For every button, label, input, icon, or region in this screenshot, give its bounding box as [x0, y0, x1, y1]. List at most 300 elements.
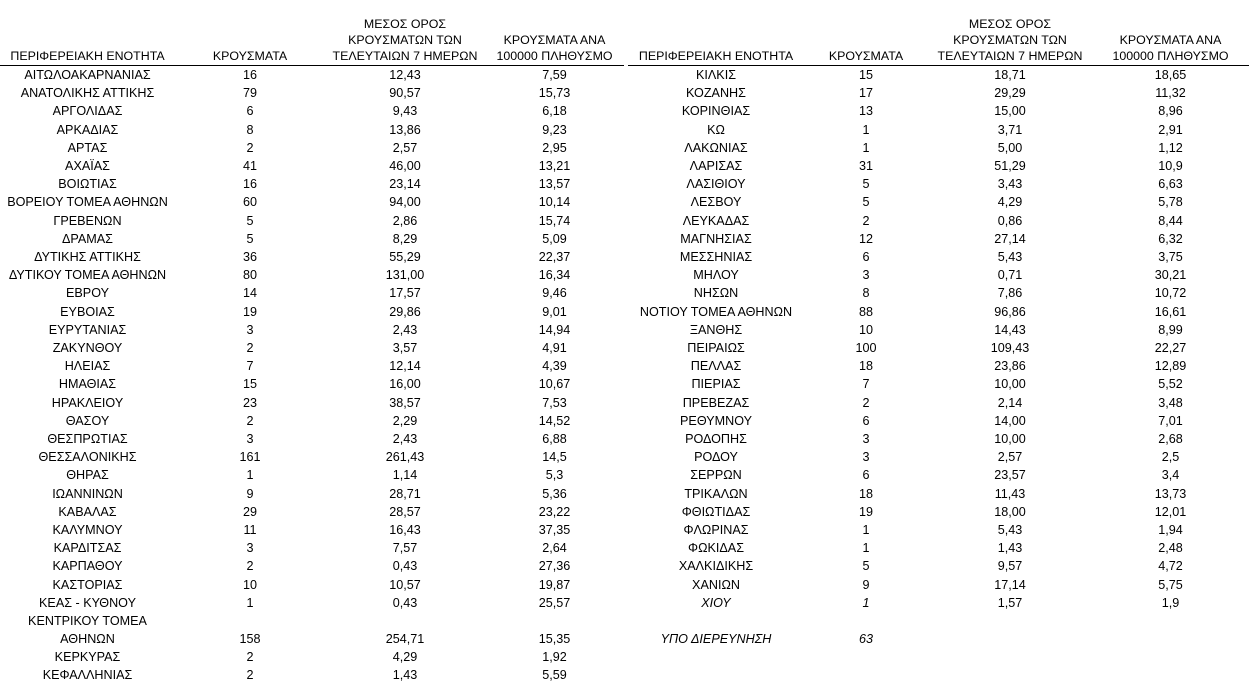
- cell-per-100k: 6,63: [1158, 177, 1183, 192]
- cell-cases: 6: [246, 104, 254, 119]
- cell-cases: 79: [242, 86, 257, 101]
- table-row: [0, 485, 624, 503]
- cell-region: ΑΡΓΟΛΙΔΑΣ: [52, 104, 123, 119]
- cell-per-100k: 15,73: [538, 86, 571, 101]
- cell-region: ΕΒΡΟΥ: [66, 286, 109, 301]
- cell-per-100k: 14,5: [542, 450, 567, 465]
- cell-avg-7-days: 14,43: [994, 322, 1026, 337]
- cell-cases: 31: [858, 159, 873, 174]
- cell-per-100k: 6,18: [542, 104, 567, 119]
- cell-per-100k: 14,52: [538, 413, 571, 428]
- cell-avg-7-days: 55,29: [389, 250, 421, 265]
- cell-cases: 19: [858, 504, 873, 519]
- cell-avg-7-days: 5,43: [997, 250, 1023, 265]
- cell-region: ΡΟΔΟΠΗΣ: [685, 432, 747, 447]
- cell-region: ΧΑΝΙΩΝ: [692, 577, 740, 592]
- cell-cases: 6: [862, 250, 870, 265]
- cell-region: ΒΟΡΕΙΟΥ ΤΟΜΕΑ ΑΘΗΝΩΝ: [7, 195, 168, 210]
- table-row: [0, 466, 624, 484]
- header-row: [0, 0, 624, 66]
- table-row: [0, 139, 624, 157]
- cell-avg-7-days: 261,43: [385, 450, 425, 465]
- cell-avg-7-days: [928, 612, 1092, 648]
- table-row: [628, 594, 1249, 612]
- header-per-100k: [1092, 0, 1249, 66]
- cell-cases: 29: [242, 504, 257, 519]
- cell-region: ΠΕΙΡΑΙΩΣ: [687, 341, 745, 356]
- header-row: [628, 0, 1249, 66]
- cases-table-right: [628, 0, 1249, 648]
- table-row: [0, 339, 624, 357]
- table-row: [628, 394, 1249, 412]
- cell-per-100k: 2,5: [1161, 450, 1180, 465]
- cell-region: [0, 612, 175, 648]
- table-row: [628, 66, 1249, 85]
- cell-region: ΝΗΣΩΝ: [693, 286, 739, 301]
- cell-region: ΕΥΡΥΤΑΝΙΑΣ: [48, 322, 127, 337]
- cell-per-100k: 30,21: [1154, 268, 1187, 283]
- cell-region: ΚΑΣΤΟΡΙΑΣ: [52, 577, 123, 592]
- cell-avg-7-days: 51,29: [994, 159, 1026, 174]
- cell-per-100k: 10,67: [538, 377, 571, 392]
- table-row: [628, 375, 1249, 393]
- cell-per-100k: 5,78: [1158, 195, 1183, 210]
- cell-avg-7-days: 38,57: [389, 395, 421, 410]
- cell-avg-7-days: 254,71: [385, 632, 425, 647]
- cell-avg-7-days: 3,57: [392, 341, 418, 356]
- cell-avg-7-days: 0,43: [392, 559, 418, 574]
- cell-per-100k: 2,95: [542, 140, 567, 155]
- cell-region: ΧΑΛΚΙΔΙΚΗΣ: [678, 559, 754, 574]
- cell-per-100k: 18,65: [1154, 68, 1187, 82]
- table-row: [628, 557, 1249, 575]
- cell-per-100k: 4,72: [1158, 559, 1183, 574]
- cell-region: ΘΗΡΑΣ: [66, 468, 109, 483]
- cell-region: ΡΕΘΥΜΝΟΥ: [680, 413, 752, 428]
- cell-avg-7-days: 3,43: [997, 177, 1023, 192]
- cell-avg-7-days: 10,00: [994, 377, 1026, 392]
- table-row: [628, 357, 1249, 375]
- cell-avg-7-days: 23,86: [994, 359, 1026, 374]
- table-row: [0, 357, 624, 375]
- cell-cases: 80: [242, 268, 257, 283]
- header-avg-line: ΤΕΛΕΥΤΑΙΩΝ 7 ΗΜΕΡΩΝ: [332, 49, 478, 63]
- cell-per-100k: 7,53: [542, 395, 567, 410]
- cell-cases: 18: [858, 486, 873, 501]
- cell-avg-7-days: 8,29: [392, 231, 418, 246]
- table-row: [628, 539, 1249, 557]
- cell-per-100k: 10,9: [1158, 159, 1183, 174]
- cases-table-left: [0, 0, 624, 685]
- table-row: [0, 102, 624, 120]
- table-row: [0, 248, 624, 266]
- cell-region: ΝΟΤΙΟΥ ΤΟΜΕΑ ΑΘΗΝΩΝ: [639, 304, 793, 319]
- table-row: [0, 648, 624, 666]
- cell-avg-7-days: 2,86: [392, 213, 418, 228]
- cell-region: ΒΟΙΩΤΙΑΣ: [58, 177, 117, 192]
- cell-per-100k: 5,09: [542, 231, 567, 246]
- table-row: [0, 321, 624, 339]
- cell-cases: 15: [242, 377, 257, 392]
- cell-avg-7-days: 4,29: [392, 650, 418, 665]
- table-row: [0, 66, 624, 85]
- cell-per-100k: 27,36: [538, 559, 571, 574]
- cell-per-100k: 2,64: [542, 541, 567, 556]
- table-row: [0, 539, 624, 557]
- cell-cases: 1: [246, 468, 254, 483]
- table-row: [628, 303, 1249, 321]
- cell-cases: 2: [246, 140, 254, 155]
- cell-region: ΘΕΣΠΡΩΤΙΑΣ: [47, 432, 128, 447]
- cell-per-100k: 11,32: [1155, 86, 1186, 101]
- cell-per-100k: 7,01: [1158, 413, 1183, 428]
- cell-cases: 16: [242, 177, 257, 192]
- cell-per-100k: 8,99: [1158, 322, 1183, 337]
- cell-per-100k: 15,74: [538, 213, 571, 228]
- cell-per-100k: [1092, 612, 1249, 648]
- cell-avg-7-days: 1,43: [997, 541, 1023, 556]
- cell-per-100k: 6,88: [542, 432, 567, 447]
- cell-cases: 9: [862, 577, 870, 592]
- cell-region: ΜΑΓΝΗΣΙΑΣ: [680, 231, 752, 246]
- cell-cases: 19: [242, 304, 257, 319]
- cell-cases: 1: [862, 122, 870, 137]
- cell-cases: 2: [246, 559, 254, 574]
- table-row: [628, 412, 1249, 430]
- cell-per-100k: 25,57: [538, 595, 571, 610]
- cell-region: ΘΕΣΣΑΛΟΝΙΚΗΣ: [38, 450, 137, 465]
- header-avg-line: ΚΡΟΥΣΜΑΤΩΝ ΤΩΝ: [953, 33, 1067, 47]
- cell-cases: 1: [246, 595, 254, 610]
- header-avg-line: ΜΕΣΟΣ ΟΡΟΣ: [968, 17, 1052, 31]
- cell-per-100k: 15,35: [538, 632, 571, 647]
- header-region: ΠΕΡΙΦΕΡΕΙΑΚΗ ΕΝΟΤΗΤΑ: [10, 49, 165, 63]
- cell-avg-7-days: 131,00: [385, 268, 425, 283]
- table-row: [628, 612, 1249, 648]
- table-row: [628, 485, 1249, 503]
- table-row: [628, 576, 1249, 594]
- cell-region: ΔΥΤΙΚΟΥ ΤΟΜΕΑ ΑΘΗΝΩΝ: [8, 268, 167, 283]
- cell-per-100k: 9,01: [542, 304, 567, 319]
- cell-cases: 3: [246, 541, 254, 556]
- cell-per-100k: 16,61: [1154, 304, 1187, 319]
- table-row: [628, 102, 1249, 120]
- cell-cases: 2: [246, 413, 254, 428]
- cell-region: ΑΧΑΪΑΣ: [65, 159, 110, 174]
- cell-region: ΣΕΡΡΩΝ: [690, 468, 742, 483]
- cell-region: ΑΙΤΩΛΟΑΚΑΡΝΑΝΙΑΣ: [24, 68, 151, 82]
- cell-region: ΡΟΔΟΥ: [694, 450, 738, 465]
- cell-per-100k: 8,96: [1158, 104, 1183, 119]
- table-row: [628, 212, 1249, 230]
- header-avg-7-days: [928, 0, 1092, 66]
- table-row: [628, 121, 1249, 139]
- cell-region: ΗΜΑΘΙΑΣ: [58, 377, 117, 392]
- header-per-100k: [485, 0, 624, 66]
- header-per100k-line: 100000 ΠΛΗΘΥΣΜΟ: [496, 49, 613, 63]
- cell-avg-7-days: 23,14: [389, 177, 421, 192]
- cell-avg-7-days: 96,86: [994, 304, 1026, 319]
- cell-avg-7-days: 18,71: [994, 68, 1026, 82]
- cell-cases: 5: [246, 231, 254, 246]
- table-row: [628, 157, 1249, 175]
- cell-per-100k: 23,22: [538, 504, 571, 519]
- header-per100k-line: 100000 ΠΛΗΘΥΣΜΟ: [1112, 49, 1229, 63]
- table-row: [0, 594, 624, 612]
- cell-region: ΚΩ: [707, 122, 725, 137]
- cell-region: ΛΑΣΙΘΙΟΥ: [686, 177, 746, 192]
- cell-per-100k: 2,91: [1158, 122, 1183, 137]
- cell-avg-7-days: 1,14: [392, 468, 418, 483]
- cell-region: ΚΑΡΠΑΘΟΥ: [52, 559, 123, 574]
- header-region: ΠΕΡΙΦΕΡΕΙΑΚΗ ΕΝΟΤΗΤΑ: [638, 49, 794, 63]
- cell-avg-7-days: 7,57: [392, 541, 418, 556]
- cell-region: ΧΙΟΥ: [701, 595, 731, 610]
- cell-cases: 161: [239, 450, 261, 465]
- cell-per-100k: 1,94: [1158, 523, 1183, 538]
- table-row: [628, 448, 1249, 466]
- cell-avg-7-days: 9,43: [392, 104, 418, 119]
- cell-avg-7-days: 2,43: [392, 322, 418, 337]
- cell-region: ΦΘΙΩΤΙΔΑΣ: [681, 504, 751, 519]
- cell-region: ΜΗΛΟΥ: [693, 268, 739, 283]
- cell-avg-7-days: 1,43: [392, 668, 418, 683]
- table-row: [0, 375, 624, 393]
- cell-cases: 10: [858, 322, 873, 337]
- cell-region: ΚΑΒΑΛΑΣ: [58, 504, 117, 519]
- cell-region: ΜΕΣΣΗΝΙΑΣ: [679, 250, 753, 265]
- cell-avg-7-days: 15,00: [994, 104, 1026, 119]
- table-row: [0, 193, 624, 211]
- table-row: [0, 503, 624, 521]
- cell-avg-7-days: 10,57: [389, 577, 421, 592]
- cell-region: ΚΕΦΑΛΛΗΝΙΑΣ: [42, 668, 133, 683]
- cell-cases: 158: [239, 632, 261, 647]
- cell-avg-7-days: 11,43: [994, 486, 1026, 501]
- cell-avg-7-days: 7,86: [997, 286, 1023, 301]
- cell-cases: 1: [862, 523, 870, 538]
- table-row: [0, 175, 624, 193]
- cell-avg-7-days: 28,71: [389, 486, 421, 501]
- cell-cases: 2: [862, 395, 870, 410]
- cell-cases: 3: [862, 268, 870, 283]
- cell-cases: 3: [862, 450, 870, 465]
- cell-per-100k: 5,59: [542, 668, 567, 683]
- cell-region: ΗΡΑΚΛΕΙΟΥ: [51, 395, 124, 410]
- cell-region: ΑΡΚΑΔΙΑΣ: [56, 122, 119, 137]
- cell-region: ΚΟΖΑΝΗΣ: [686, 86, 746, 101]
- table-row: [628, 193, 1249, 211]
- cell-per-100k: 22,27: [1154, 341, 1187, 356]
- cell-cases: 6: [862, 413, 870, 428]
- cell-avg-7-days: 14,00: [994, 413, 1026, 428]
- cell-per-100k: 3,75: [1158, 250, 1183, 265]
- cell-avg-7-days: 9,57: [997, 559, 1023, 574]
- cell-cases: 17: [858, 86, 873, 101]
- cell-region: ΦΛΩΡΙΝΑΣ: [683, 523, 749, 538]
- cell-avg-7-days: 23,57: [994, 468, 1026, 483]
- cell-per-100k: 10,14: [538, 195, 571, 210]
- cell-cases: 8: [862, 286, 870, 301]
- cell-avg-7-days: 27,14: [994, 231, 1026, 246]
- header-avg-7-days: [325, 0, 485, 66]
- cell-cases: 60: [242, 195, 257, 210]
- table-row: [628, 430, 1249, 448]
- table-row: [628, 139, 1249, 157]
- cell-per-100k: 5,75: [1158, 577, 1183, 592]
- header-avg-line: ΤΕΛΕΥΤΑΙΩΝ 7 ΗΜΕΡΩΝ: [937, 49, 1083, 63]
- cell-region: ΑΡΤΑΣ: [67, 140, 108, 155]
- cell-cases: 16: [242, 68, 257, 82]
- cell-region: ΠΕΛΛΑΣ: [690, 359, 742, 374]
- cell-cases: 14: [242, 286, 257, 301]
- cell-cases: 23: [242, 395, 257, 410]
- cell-region: ΚΕΑΣ - ΚΥΘΝΟΥ: [39, 595, 136, 610]
- cell-cases: 18: [858, 359, 873, 374]
- cell-cases: 1: [862, 595, 870, 610]
- cell-region: ΖΑΚΥΝΘΟΥ: [52, 341, 123, 356]
- table-row: [628, 503, 1249, 521]
- cell-avg-7-days: 16,43: [389, 523, 421, 538]
- cell-avg-7-days: 0,43: [392, 595, 418, 610]
- region-line: ΚΕΝΤΡΙΚΟΥ ΤΟΜΕΑ: [28, 614, 147, 629]
- cell-cases: 41: [242, 159, 257, 174]
- cell-per-100k: 7,59: [542, 68, 567, 82]
- cell-avg-7-days: 2,14: [997, 395, 1023, 410]
- cell-region: ΙΩΑΝΝΙΝΩΝ: [52, 486, 123, 501]
- cell-region: ΦΩΚΙΔΑΣ: [688, 541, 744, 556]
- cell-avg-7-days: 29,29: [994, 86, 1026, 101]
- cell-avg-7-days: 28,57: [389, 504, 421, 519]
- cell-avg-7-days: 18,00: [994, 504, 1026, 519]
- cell-region: ΓΡΕΒΕΝΩΝ: [53, 213, 122, 228]
- cell-cases: 3: [246, 322, 254, 337]
- cell-cases: 12: [858, 231, 873, 246]
- header-cases: ΚΡΟΥΣΜΑΤΑ: [828, 49, 904, 63]
- table-row: [0, 284, 624, 302]
- cell-per-100k: 22,37: [538, 250, 571, 265]
- cell-cases: 3: [862, 432, 870, 447]
- cell-avg-7-days: 46,00: [389, 159, 421, 174]
- header-avg-line: ΜΕΣΟΣ ΟΡΟΣ: [363, 17, 447, 31]
- header-cases: ΚΡΟΥΣΜΑΤΑ: [212, 49, 288, 63]
- header-per100k-line: ΚΡΟΥΣΜΑΤΑ ΑΝΑ: [1119, 33, 1222, 47]
- cell-cases: 2: [246, 341, 254, 356]
- cell-per-100k: 12,89: [1154, 359, 1187, 374]
- table-row: [0, 666, 624, 684]
- table-row: [0, 448, 624, 466]
- cell-avg-7-days: 29,86: [389, 304, 421, 319]
- table-row: [0, 303, 624, 321]
- table-row: [0, 576, 624, 594]
- cell-per-100k: 4,39: [542, 359, 567, 374]
- cell-region: ΛΕΥΚΑΔΑΣ: [682, 213, 750, 228]
- cell-avg-7-days: 16,00: [389, 377, 421, 392]
- cell-region: ΛΑΡΙΣΑΣ: [689, 159, 743, 174]
- table-row: [628, 175, 1249, 193]
- table-row: [628, 466, 1249, 484]
- cell-avg-7-days: 90,57: [389, 86, 421, 101]
- header-avg-line: ΚΡΟΥΣΜΑΤΩΝ ΤΩΝ: [348, 33, 462, 47]
- cell-per-100k: 16,34: [538, 268, 571, 283]
- cell-cases: 15: [858, 68, 873, 82]
- cell-per-100k: 6,32: [1158, 231, 1183, 246]
- cell-cases: 11: [243, 523, 257, 538]
- cell-region: ΛΕΣΒΟΥ: [690, 195, 742, 210]
- table-row: [0, 412, 624, 430]
- table-row: [628, 248, 1249, 266]
- cell-region: ΚΟΡΙΝΘΙΑΣ: [681, 104, 751, 119]
- cell-cases: 36: [242, 250, 257, 265]
- cell-per-100k: 1,9: [1161, 595, 1180, 610]
- cell-per-100k: 9,46: [542, 286, 567, 301]
- cell-per-100k: 14,94: [538, 322, 571, 337]
- cell-per-100k: 3,48: [1158, 395, 1183, 410]
- cell-cases: 8: [246, 122, 254, 137]
- table-row: [628, 266, 1249, 284]
- cell-avg-7-days: 94,00: [389, 195, 421, 210]
- cell-per-100k: 9,23: [542, 122, 567, 137]
- cell-avg-7-days: 0,86: [997, 213, 1023, 228]
- cell-region: ΠΡΕΒΕΖΑΣ: [682, 395, 750, 410]
- cell-region: ΗΛΕΙΑΣ: [64, 359, 111, 374]
- cell-cases: 5: [246, 213, 254, 228]
- cell-per-100k: 13,57: [538, 177, 571, 192]
- cell-per-100k: 3,4: [1161, 468, 1180, 483]
- cell-per-100k: 5,3: [545, 468, 564, 483]
- cell-per-100k: 4,91: [542, 341, 567, 356]
- table-row: [628, 284, 1249, 302]
- cell-region: ΤΡΙΚΑΛΩΝ: [684, 486, 748, 501]
- cell-avg-7-days: 2,57: [392, 140, 418, 155]
- table-row: [0, 212, 624, 230]
- cell-avg-7-days: 2,57: [997, 450, 1023, 465]
- cell-cases: 7: [246, 359, 254, 374]
- cell-region: ΚΙΛΚΙΣ: [696, 68, 736, 82]
- cell-per-100k: 8,44: [1158, 213, 1183, 228]
- cell-avg-7-days: 0,71: [997, 268, 1023, 283]
- table-row: [0, 266, 624, 284]
- cell-per-100k: 5,52: [1158, 377, 1183, 392]
- cell-avg-7-days: 12,43: [389, 68, 421, 82]
- cell-cases: 63: [858, 632, 873, 647]
- cell-region: ΔΡΑΜΑΣ: [62, 231, 113, 246]
- cell-cases: 2: [246, 650, 254, 665]
- cell-per-100k: 2,48: [1158, 541, 1183, 556]
- cell-per-100k: 19,87: [538, 577, 571, 592]
- cell-region: ΠΙΕΡΙΑΣ: [691, 377, 741, 392]
- cell-avg-7-days: 2,29: [392, 413, 418, 428]
- table-row: [0, 557, 624, 575]
- cell-cases: 5: [862, 195, 870, 210]
- region-line: ΑΘΗΝΩΝ: [60, 632, 115, 647]
- table-row: [628, 84, 1249, 102]
- cell-avg-7-days: 3,71: [997, 122, 1023, 137]
- cell-region: ΑΝΑΤΟΛΙΚΗΣ ΑΤΤΙΚΗΣ: [20, 86, 155, 101]
- table-row: [0, 430, 624, 448]
- table-row: [0, 84, 624, 102]
- table-row: [628, 339, 1249, 357]
- cell-per-100k: 2,68: [1158, 432, 1183, 447]
- cell-region: ΥΠΟ ΔΙΕΡΕΥΝΗΣΗ: [660, 632, 772, 647]
- table-row: [0, 230, 624, 248]
- cell-region: ΚΑΛΥΜΝΟΥ: [52, 523, 123, 538]
- cell-per-100k: 37,35: [538, 523, 571, 538]
- table-row: [0, 394, 624, 412]
- cell-region: ΞΑΝΘΗΣ: [689, 322, 743, 337]
- cell-region: ΛΑΚΩΝΙΑΣ: [684, 140, 748, 155]
- cell-cases: 13: [858, 104, 873, 119]
